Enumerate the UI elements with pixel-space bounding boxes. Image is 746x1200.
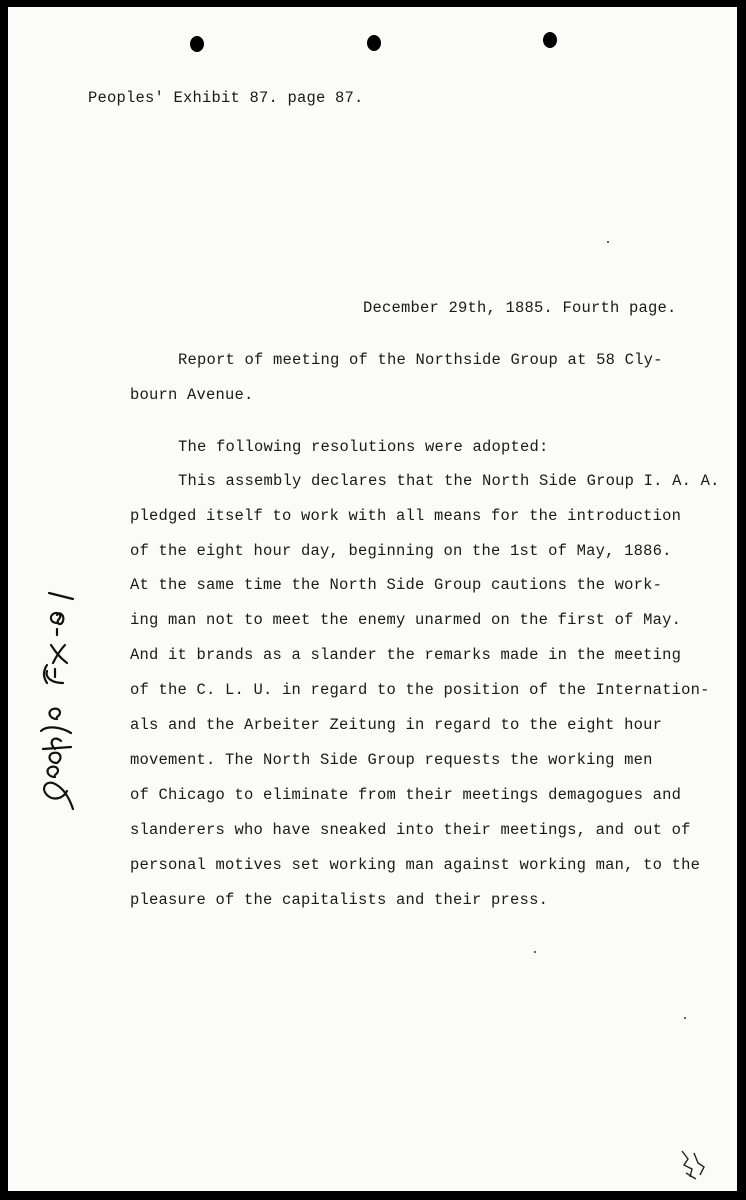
- punch-hole: [190, 36, 204, 52]
- body-line: personal motives set working man against working man, to the: [130, 856, 701, 874]
- body-line: pleasure of the capitalists and their press.: [130, 891, 549, 909]
- body-line: Report of meeting of the Northside Group at 58 Cly-: [178, 351, 663, 369]
- body-line: of the C. L. U. in regard to the position of the Internation-: [130, 681, 710, 699]
- body-line: pledged itself to work with all means for the introduction: [130, 507, 682, 525]
- paper-speck: [534, 951, 536, 953]
- body-line: This assembly declares that the North Side Group I. A. A.: [178, 472, 720, 490]
- ink-smudge: [676, 1143, 712, 1183]
- body-line: And it brands as a slander the remarks made in the meeting: [130, 646, 682, 664]
- exhibit-header: Peoples' Exhibit 87. page 87.: [88, 89, 364, 107]
- body-line: bourn Avenue.: [130, 386, 254, 404]
- body-line: The following resolutions were adopted:: [178, 438, 549, 456]
- body-line: als and the Arbeiter Zeitung in regard to the eight hour: [130, 716, 663, 734]
- document-page: [8, 7, 737, 1191]
- body-line: slanderers who have sneaked into their meetings, and out of: [130, 821, 691, 839]
- body-line: At the same time the North Side Group cautions the work-: [130, 576, 663, 594]
- paper-speck: [684, 1017, 686, 1019]
- body-line: ing man not to meet the enemy unarmed on the first of May.: [130, 611, 682, 629]
- body-line: of Chicago to eliminate from their meetings demagogues and: [130, 786, 682, 804]
- handwritten-margin-note: [33, 587, 88, 817]
- punch-hole: [367, 35, 381, 51]
- body-line: movement. The North Side Group requests the working men: [130, 751, 653, 769]
- punch-hole: [543, 32, 557, 48]
- paper-speck: [607, 241, 609, 243]
- dateline: December 29th, 1885. Fourth page.: [363, 299, 677, 317]
- body-line: of the eight hour day, beginning on the 1st of May, 1886.: [130, 542, 672, 560]
